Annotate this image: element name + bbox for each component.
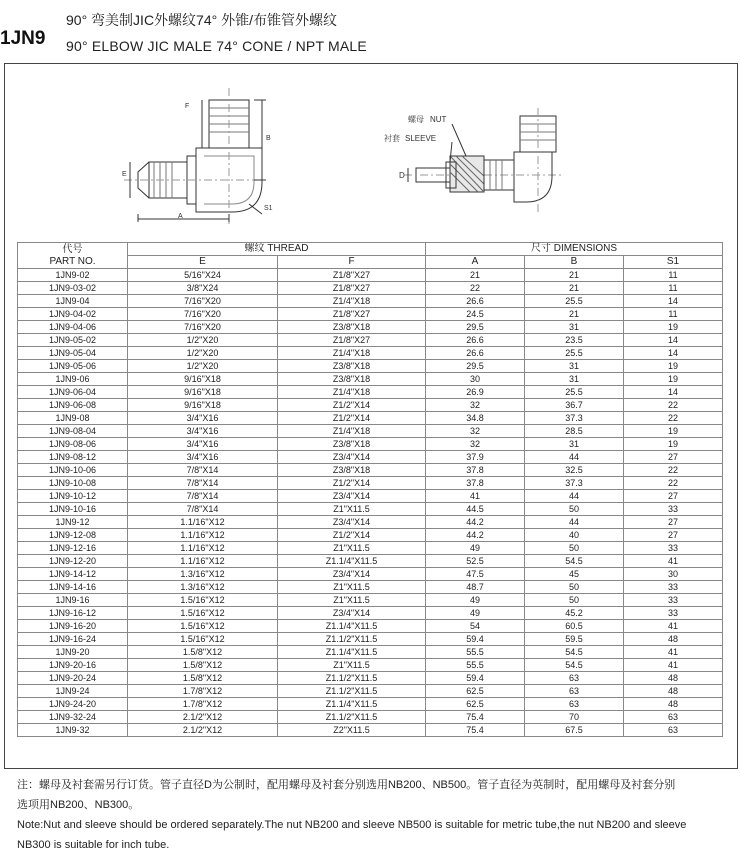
thread-f-cell: Z1"X11.5 <box>278 542 426 555</box>
dim-a-cell: 37.8 <box>426 477 525 490</box>
table-row <box>18 646 723 659</box>
part-no-cell: 1JN9-04-06 <box>18 321 128 334</box>
dim-s1-cell: 48 <box>624 698 723 711</box>
dim-s1-cell: 27 <box>624 451 723 464</box>
dim-a-cell: 26.6 <box>426 347 525 360</box>
dim-b-cell: 31 <box>525 438 624 451</box>
table-row <box>18 321 723 334</box>
dim-s1-cell: 22 <box>624 399 723 412</box>
thread-f-cell: Z1.1/4"X11.5 <box>278 620 426 633</box>
dim-b-cell: 50 <box>525 542 624 555</box>
part-no-header-cn: 代号 <box>62 243 83 255</box>
dim-b-cell: 50 <box>525 581 624 594</box>
thread-e-cell: 3/4"X16 <box>128 412 278 425</box>
part-no-cell: 1JN9-03-02 <box>18 282 128 295</box>
part-no-cell: 1JN9-10-08 <box>18 477 128 490</box>
col-a-header: A <box>426 256 525 269</box>
part-no-cell: 1JN9-14-16 <box>18 581 128 594</box>
col-e-header: E <box>128 256 278 269</box>
dim-b-cell: 25.5 <box>525 347 624 360</box>
thread-e-cell: 9/16"X18 <box>128 386 278 399</box>
part-no-cell: 1JN9-05-02 <box>18 334 128 347</box>
table-row <box>18 568 723 581</box>
dim-b-cell: 44 <box>525 490 624 503</box>
thread-f-cell: Z1"X11.5 <box>278 659 426 672</box>
thread-e-cell: 2.1/2"X12 <box>128 724 278 737</box>
thread-e-cell: 1/2"X20 <box>128 347 278 360</box>
part-no-cell: 1JN9-08-12 <box>18 451 128 464</box>
thread-e-cell: 9/16"X18 <box>128 373 278 386</box>
thread-e-cell: 1.5/16"X12 <box>128 594 278 607</box>
thread-e-cell: 7/16"X20 <box>128 308 278 321</box>
note-en-line1: Note:Nut and sleeve should be ordered separately.The nut NB200 and sleeve NB500 is suitable for metric tube,the nut NB200 and sleeve <box>17 819 687 831</box>
thread-f-cell: Z3/4"X14 <box>278 607 426 620</box>
dim-a-cell: 75.4 <box>426 724 525 737</box>
thread-f-cell: Z1.1/2"X11.5 <box>278 711 426 724</box>
dim-a-cell: 26.9 <box>426 386 525 399</box>
dim-a-cell: 21 <box>426 269 525 282</box>
dim-s1-cell: 33 <box>624 607 723 620</box>
dim-a-cell: 29.5 <box>426 360 525 373</box>
table-row <box>18 451 723 464</box>
dim-b-cell: 37.3 <box>525 412 624 425</box>
table-row <box>18 464 723 477</box>
thread-f-cell: Z1/4"X18 <box>278 425 426 438</box>
table-row <box>18 698 723 711</box>
dim-b-cell: 63 <box>525 685 624 698</box>
table-row <box>18 516 723 529</box>
part-no-cell: 1JN9-05-04 <box>18 347 128 360</box>
order-note <box>17 775 742 855</box>
dim-a-cell: 49 <box>426 542 525 555</box>
part-no-cell: 1JN9-08-04 <box>18 425 128 438</box>
nut-label-cn: 螺母 <box>408 115 424 124</box>
table-row <box>18 594 723 607</box>
dim-b-cell: 44 <box>525 516 624 529</box>
dim-s1-cell: 22 <box>624 412 723 425</box>
part-no-cell: 1JN9-20-16 <box>18 659 128 672</box>
dim-a-cell: 44.2 <box>426 516 525 529</box>
table-row <box>18 633 723 646</box>
table-row <box>18 477 723 490</box>
dim-s1-cell: 27 <box>624 516 723 529</box>
part-no-cell: 1JN9-10-06 <box>18 464 128 477</box>
thread-f-cell: Z1.1/4"X11.5 <box>278 555 426 568</box>
part-no-cell: 1JN9-04 <box>18 295 128 308</box>
table-row <box>18 672 723 685</box>
part-no-cell: 1JN9-20-24 <box>18 672 128 685</box>
part-no-cell: 1JN9-24-20 <box>18 698 128 711</box>
dim-b-cell: 25.5 <box>525 295 624 308</box>
thread-f-cell: Z1/4"X18 <box>278 386 426 399</box>
thread-f-cell: Z3/8"X18 <box>278 321 426 334</box>
thread-e-cell: 7/8"X14 <box>128 503 278 516</box>
right-assembly-drawing <box>404 108 564 214</box>
part-no-cell: 1JN9-32 <box>18 724 128 737</box>
thread-f-cell: Z1"X11.5 <box>278 581 426 594</box>
dim-a-cell: 26.6 <box>426 334 525 347</box>
dim-s1-cell: 22 <box>624 477 723 490</box>
thread-e-cell: 1.1/16"X12 <box>128 516 278 529</box>
drawing-label-e: E <box>122 171 127 178</box>
dim-a-cell: 44.5 <box>426 503 525 516</box>
dim-b-cell: 45 <box>525 568 624 581</box>
dimensions-table <box>17 242 723 737</box>
dim-b-cell: 54.5 <box>525 555 624 568</box>
title-english: 90° ELBOW JIC MALE 74° CONE / NPT MALE <box>66 38 367 54</box>
note-en-line2: NB300 is suitable for inch tube. <box>17 839 170 851</box>
dim-s1-cell: 11 <box>624 282 723 295</box>
dim-b-cell: 36.7 <box>525 399 624 412</box>
part-no-cell: 1JN9-06-08 <box>18 399 128 412</box>
table-row <box>18 490 723 503</box>
dim-a-cell: 54 <box>426 620 525 633</box>
thread-f-cell: Z1.1/4"X11.5 <box>278 646 426 659</box>
note-cn-line1: 注：螺母及衬套需另行订货。管子直径D为公制时，配用螺母及衬套分别选用NB200、NB500。管子直径为英制时，配用螺母及衬套分别 <box>17 779 676 791</box>
col-b-header: B <box>525 256 624 269</box>
dim-a-cell: 34.8 <box>426 412 525 425</box>
thread-f-cell: Z1/2"X14 <box>278 529 426 542</box>
dim-a-cell: 22 <box>426 282 525 295</box>
part-no-header <box>18 243 128 269</box>
dim-a-cell: 55.5 <box>426 659 525 672</box>
thread-e-cell: 1.5/8"X12 <box>128 672 278 685</box>
dim-s1-cell: 48 <box>624 672 723 685</box>
table-row <box>18 529 723 542</box>
dim-b-cell: 21 <box>525 282 624 295</box>
dim-s1-cell: 41 <box>624 620 723 633</box>
thread-f-cell: Z1.1/4"X11.5 <box>278 698 426 711</box>
dim-a-cell: 59.4 <box>426 633 525 646</box>
dim-b-cell: 70 <box>525 711 624 724</box>
thread-e-cell: 3/4"X16 <box>128 438 278 451</box>
table-body <box>18 269 723 737</box>
part-no-header-en: PART NO. <box>49 255 96 267</box>
table-row <box>18 347 723 360</box>
part-no-cell: 1JN9-14-12 <box>18 568 128 581</box>
dim-s1-cell: 19 <box>624 321 723 334</box>
dim-s1-cell: 19 <box>624 360 723 373</box>
part-no-cell: 1JN9-12 <box>18 516 128 529</box>
dim-a-cell: 62.5 <box>426 685 525 698</box>
part-no-cell: 1JN9-08-06 <box>18 438 128 451</box>
dim-b-cell: 63 <box>525 698 624 711</box>
part-no-cell: 1JN9-05-06 <box>18 360 128 373</box>
dim-a-cell: 59.4 <box>426 672 525 685</box>
dim-a-cell: 62.5 <box>426 698 525 711</box>
dim-a-cell: 30 <box>426 373 525 386</box>
dim-s1-cell: 48 <box>624 633 723 646</box>
dim-s1-cell: 63 <box>624 711 723 724</box>
thread-e-cell: 1.5/8"X12 <box>128 659 278 672</box>
dim-s1-cell: 11 <box>624 308 723 321</box>
dim-b-cell: 50 <box>525 503 624 516</box>
dim-a-cell: 44.2 <box>426 529 525 542</box>
dim-b-cell: 37.3 <box>525 477 624 490</box>
dim-a-cell: 32 <box>426 399 525 412</box>
table-row <box>18 542 723 555</box>
dim-s1-cell: 14 <box>624 386 723 399</box>
drawing-label-b: B <box>266 135 271 142</box>
table-row <box>18 386 723 399</box>
thread-f-cell: Z1/8"X27 <box>278 269 426 282</box>
thread-f-cell: Z1/4"X18 <box>278 295 426 308</box>
thread-f-cell: Z3/4"X14 <box>278 490 426 503</box>
drawing-label-f: F <box>185 103 190 110</box>
part-no-cell: 1JN9-12-08 <box>18 529 128 542</box>
dim-a-cell: 32 <box>426 425 525 438</box>
dim-b-cell: 31 <box>525 321 624 334</box>
thread-e-cell: 3/4"X16 <box>128 451 278 464</box>
part-no-cell: 1JN9-32-24 <box>18 711 128 724</box>
part-no-cell: 1JN9-12-16 <box>18 542 128 555</box>
dim-b-cell: 45.2 <box>525 607 624 620</box>
dim-b-cell: 59.5 <box>525 633 624 646</box>
thread-f-cell: Z3/8"X18 <box>278 464 426 477</box>
thread-e-cell: 7/16"X20 <box>128 295 278 308</box>
table-row <box>18 581 723 594</box>
thread-f-cell: Z1"X11.5 <box>278 594 426 607</box>
dim-b-cell: 63 <box>525 672 624 685</box>
thread-f-cell: Z3/8"X18 <box>278 373 426 386</box>
thread-e-cell: 1.7/8"X12 <box>128 685 278 698</box>
thread-f-cell: Z3/4"X14 <box>278 568 426 581</box>
dim-a-cell: 47.5 <box>426 568 525 581</box>
dim-s1-cell: 14 <box>624 347 723 360</box>
thread-f-cell: Z1/2"X14 <box>278 399 426 412</box>
dim-b-cell: 54.5 <box>525 646 624 659</box>
dim-s1-cell: 41 <box>624 555 723 568</box>
dim-a-cell: 49 <box>426 607 525 620</box>
dim-a-cell: 55.5 <box>426 646 525 659</box>
dim-s1-cell: 11 <box>624 269 723 282</box>
thread-e-cell: 3/8"X24 <box>128 282 278 295</box>
dim-s1-cell: 19 <box>624 438 723 451</box>
part-no-cell: 1JN9-12-20 <box>18 555 128 568</box>
dim-b-cell: 28.5 <box>525 425 624 438</box>
thread-e-cell: 1/2"X20 <box>128 360 278 373</box>
dim-b-cell: 25.5 <box>525 386 624 399</box>
table-row <box>18 724 723 737</box>
dim-b-cell: 60.5 <box>525 620 624 633</box>
table-row <box>18 360 723 373</box>
thread-e-cell: 1.3/16"X12 <box>128 568 278 581</box>
part-no-cell: 1JN9-16 <box>18 594 128 607</box>
thread-e-cell: 9/16"X18 <box>128 399 278 412</box>
dim-s1-cell: 30 <box>624 568 723 581</box>
thread-f-cell: Z1.1/2"X11.5 <box>278 672 426 685</box>
dim-s1-cell: 33 <box>624 503 723 516</box>
dim-a-cell: 41 <box>426 490 525 503</box>
dim-b-cell: 23.5 <box>525 334 624 347</box>
thread-f-cell: Z1/8"X27 <box>278 334 426 347</box>
thread-e-cell: 1.1/16"X12 <box>128 542 278 555</box>
table-row <box>18 399 723 412</box>
table-row <box>18 659 723 672</box>
thread-e-cell: 1.5/16"X12 <box>128 633 278 646</box>
thread-header: 螺纹 THREAD <box>128 243 426 256</box>
title-chinese: 90° 弯美制JIC外螺纹74° 外锥/布锥管外螺纹 <box>66 12 338 28</box>
dim-b-cell: 32.5 <box>525 464 624 477</box>
table-row <box>18 425 723 438</box>
dim-s1-cell: 33 <box>624 542 723 555</box>
table-row <box>18 412 723 425</box>
part-no-cell: 1JN9-24 <box>18 685 128 698</box>
drawing-label-s1: S1 <box>264 205 273 212</box>
thread-f-cell: Z1"X11.5 <box>278 503 426 516</box>
part-no-cell: 1JN9-08 <box>18 412 128 425</box>
table-row <box>18 282 723 295</box>
left-elbow-drawing <box>124 88 266 224</box>
thread-f-cell: Z1/8"X27 <box>278 282 426 295</box>
thread-e-cell: 5/16"X24 <box>128 269 278 282</box>
dim-b-cell: 31 <box>525 373 624 386</box>
thread-f-cell: Z3/8"X18 <box>278 360 426 373</box>
dim-b-cell: 31 <box>525 360 624 373</box>
part-no-cell: 1JN9-10-12 <box>18 490 128 503</box>
dim-s1-cell: 48 <box>624 685 723 698</box>
dim-a-cell: 37.9 <box>426 451 525 464</box>
thread-f-cell: Z1/8"X27 <box>278 308 426 321</box>
nut-label-en: NUT <box>430 115 447 124</box>
dim-s1-cell: 27 <box>624 490 723 503</box>
dim-s1-cell: 19 <box>624 373 723 386</box>
dim-a-cell: 75.4 <box>426 711 525 724</box>
thread-e-cell: 1.3/16"X12 <box>128 581 278 594</box>
dim-b-cell: 21 <box>525 308 624 321</box>
dim-b-cell: 54.5 <box>525 659 624 672</box>
dim-a-cell: 32 <box>426 438 525 451</box>
thread-e-cell: 7/8"X14 <box>128 490 278 503</box>
table-row <box>18 269 723 282</box>
sleeve-label-cn: 衬套 <box>384 134 400 143</box>
thread-e-cell: 1.5/16"X12 <box>128 620 278 633</box>
thread-e-cell: 1.7/8"X12 <box>128 698 278 711</box>
dim-s1-cell: 22 <box>624 464 723 477</box>
part-no-cell: 1JN9-02 <box>18 269 128 282</box>
table-row <box>18 308 723 321</box>
col-f-header: F <box>278 256 426 269</box>
thread-e-cell: 1.1/16"X12 <box>128 529 278 542</box>
table-row <box>18 373 723 386</box>
table-row <box>18 685 723 698</box>
thread-f-cell: Z1.1/2"X11.5 <box>278 685 426 698</box>
dim-s1-cell: 14 <box>624 334 723 347</box>
thread-f-cell: Z1/4"X18 <box>278 347 426 360</box>
dim-a-cell: 49 <box>426 594 525 607</box>
dim-b-cell: 50 <box>525 594 624 607</box>
thread-e-cell: 1.1/16"X12 <box>128 555 278 568</box>
dim-s1-cell: 14 <box>624 295 723 308</box>
table-row <box>18 438 723 451</box>
part-no-cell: 1JN9-16-24 <box>18 633 128 646</box>
table-row <box>18 503 723 516</box>
part-no-cell: 1JN9-06-04 <box>18 386 128 399</box>
dim-s1-cell: 19 <box>624 425 723 438</box>
dim-a-cell: 24.5 <box>426 308 525 321</box>
thread-f-cell: Z2"X11.5 <box>278 724 426 737</box>
thread-e-cell: 1.5/16"X12 <box>128 607 278 620</box>
dim-b-cell: 21 <box>525 269 624 282</box>
thread-e-cell: 7/8"X14 <box>128 464 278 477</box>
dim-a-cell: 52.5 <box>426 555 525 568</box>
dim-b-cell: 44 <box>525 451 624 464</box>
thread-f-cell: Z1.1/2"X11.5 <box>278 633 426 646</box>
thread-e-cell: 1.5/8"X12 <box>128 646 278 659</box>
dim-a-cell: 37.8 <box>426 464 525 477</box>
thread-f-cell: Z3/8"X18 <box>278 438 426 451</box>
thread-e-cell: 1/2"X20 <box>128 334 278 347</box>
table-row <box>18 334 723 347</box>
thread-f-cell: Z3/4"X14 <box>278 516 426 529</box>
dim-a-cell: 26.6 <box>426 295 525 308</box>
dim-s1-cell: 27 <box>624 529 723 542</box>
part-no-cell: 1JN9-04-02 <box>18 308 128 321</box>
thread-f-cell: Z1/2"X14 <box>278 477 426 490</box>
dimensions-header: 尺寸 DIMENSIONS <box>426 243 723 256</box>
thread-e-cell: 7/8"X14 <box>128 477 278 490</box>
table-row <box>18 711 723 724</box>
dim-a-cell: 29.5 <box>426 321 525 334</box>
dim-s1-cell: 63 <box>624 724 723 737</box>
table-row <box>18 620 723 633</box>
drawing-label-d: D <box>399 171 405 180</box>
dim-s1-cell: 41 <box>624 659 723 672</box>
dim-b-cell: 67.5 <box>525 724 624 737</box>
dim-b-cell: 40 <box>525 529 624 542</box>
sleeve-label-en: SLEEVE <box>405 134 437 143</box>
dim-s1-cell: 33 <box>624 581 723 594</box>
dim-a-cell: 48.7 <box>426 581 525 594</box>
model-code: 1JN9 <box>0 28 46 49</box>
thread-f-cell: Z3/4"X14 <box>278 451 426 464</box>
part-no-cell: 1JN9-16-20 <box>18 620 128 633</box>
part-no-cell: 1JN9-10-16 <box>18 503 128 516</box>
dim-s1-cell: 41 <box>624 646 723 659</box>
table-row <box>18 555 723 568</box>
note-cn-line2: 选项用NB200、NB300。 <box>17 799 140 811</box>
technical-drawing <box>4 64 736 242</box>
thread-e-cell: 3/4"X16 <box>128 425 278 438</box>
part-no-cell: 1JN9-16-12 <box>18 607 128 620</box>
dim-s1-cell: 33 <box>624 594 723 607</box>
table-row <box>18 295 723 308</box>
drawing-label-a: A <box>178 213 183 220</box>
thread-e-cell: 7/16"X20 <box>128 321 278 334</box>
table-row <box>18 607 723 620</box>
col-s1-header: S1 <box>624 256 723 269</box>
part-no-cell: 1JN9-06 <box>18 373 128 386</box>
thread-f-cell: Z1/2"X14 <box>278 412 426 425</box>
thread-e-cell: 2.1/2"X12 <box>128 711 278 724</box>
part-no-cell: 1JN9-20 <box>18 646 128 659</box>
